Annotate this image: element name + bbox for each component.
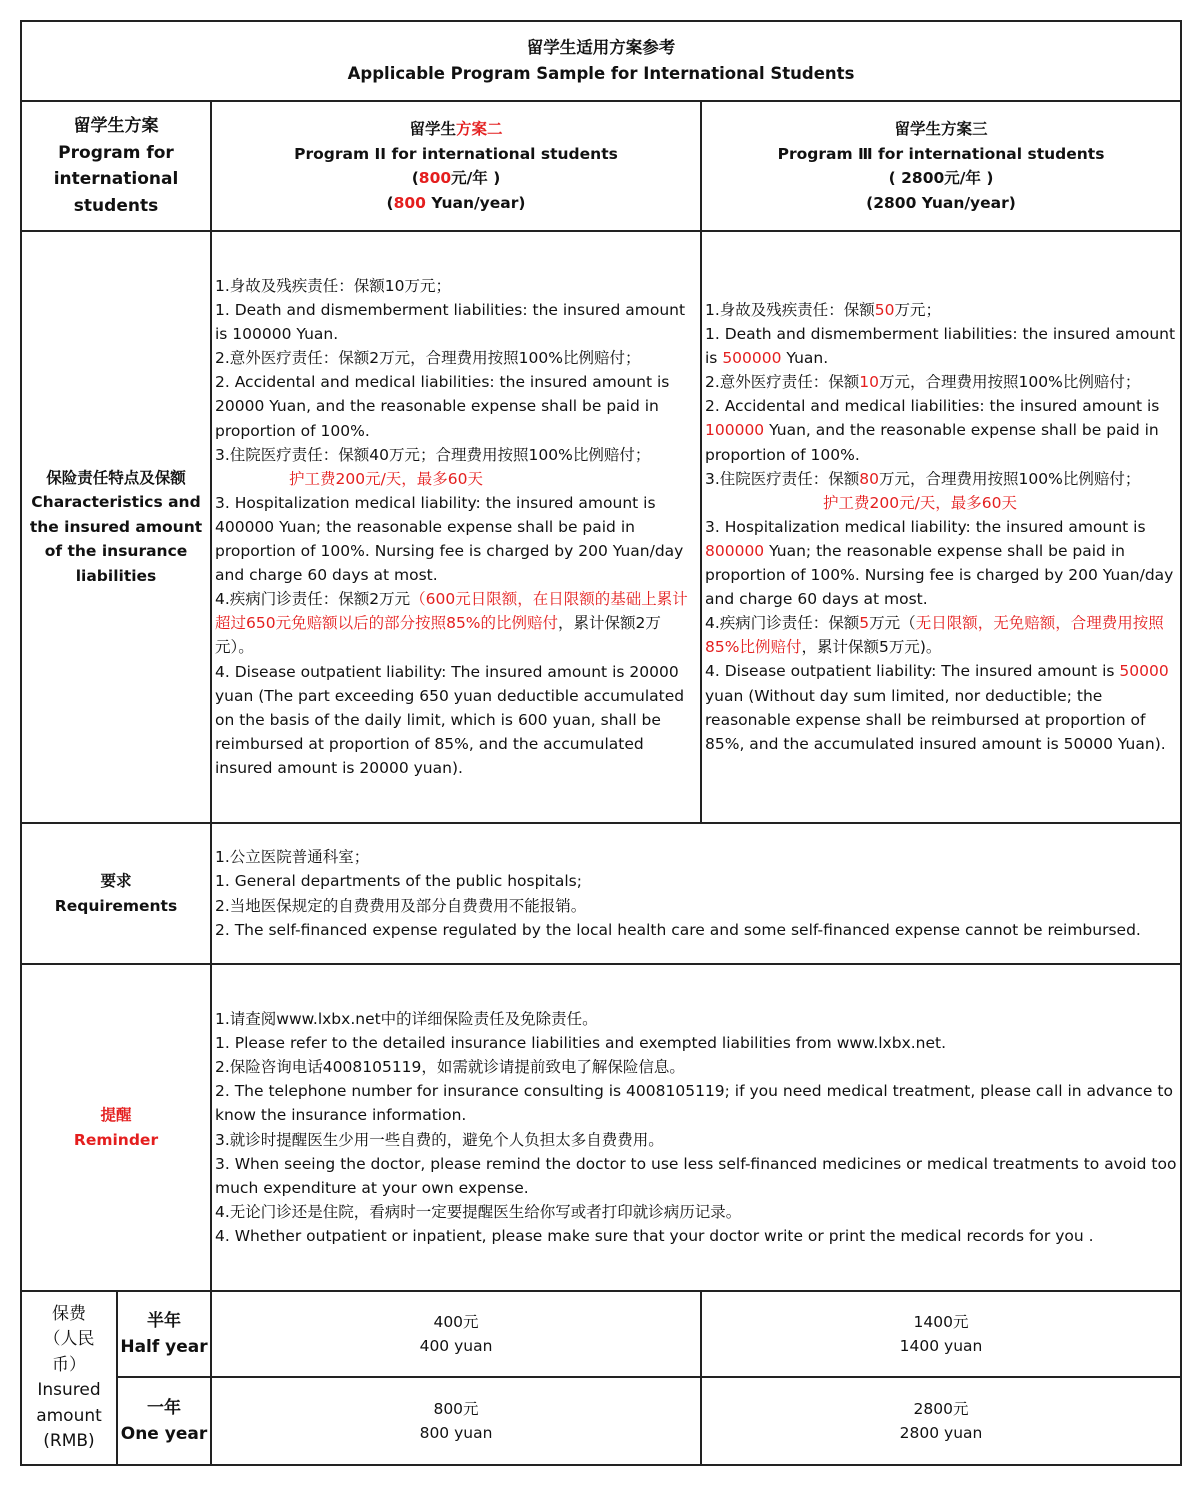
plan3-liability-4-zh <box>705 611 1178 659</box>
reminder-label <box>21 964 211 1291</box>
plan3-fee-one-year <box>701 1377 1181 1465</box>
reminder-line: 2.保险咨询电话4008105119，如需就诊请提前致电了解保险信息。 <box>215 1058 685 1077</box>
plan3-l3-en-a: 3. Hospitalization medical liability: the insured amount is <box>705 517 1146 536</box>
plan3-price-zh: ( 2800元/年 ) <box>888 169 994 187</box>
liabilities-label-en-1: Characteristics and <box>31 493 201 512</box>
fee-zh: 1400元 <box>913 1313 969 1331</box>
fee-label-en-1: Insured <box>37 1380 101 1400</box>
plan2-zh-prefix: 留学生 <box>409 120 456 138</box>
requirements-line: 1.公立医院普通科室； <box>215 848 370 867</box>
plan3-price-en: (2800 Yuan/year) <box>866 193 1016 212</box>
header-left-zh: 留学生方案 <box>73 116 159 136</box>
reminder-line: 4.无论门诊还是住院，看病时一定要提醒医生给你写或者打印就诊病历记录。 <box>215 1202 742 1221</box>
plan3-nursing-fee: 护工费200元/天，最多60天 <box>823 493 1018 512</box>
plan2-liability-4-en: 4. Disease outpatient liability: The insured amount is 20000 yuan (The part exceeding 650 yuan deductible accumulated on the basis of the daily limit, which is 600 yuan, shall be reimbursed at proportion of 85%, and the accumulated insured amount is 20000 yuan). <box>215 662 685 777</box>
requirements-row <box>21 823 1181 964</box>
plan3-l1-zh-a: 1.身故及残疾责任：保额 <box>705 301 875 319</box>
plan2-title-en: Program II for international students <box>294 144 618 163</box>
fee-period-one-year <box>117 1377 211 1465</box>
plan2-zh-highlight: 方案二 <box>456 120 503 138</box>
requirements-label <box>21 823 211 964</box>
liabilities-label-en-2: the insured amount <box>29 517 203 536</box>
fee-en: 2800 yuan <box>899 1424 983 1442</box>
plan3-l1-zh-b: 万元； <box>894 301 942 319</box>
fee-label-zh-1: 保费 <box>52 1303 86 1324</box>
plan3-liability-4-en <box>705 659 1178 755</box>
fee-label <box>21 1291 117 1465</box>
header-left-en-3: students <box>73 195 159 216</box>
plan3-l2-zh-b: 万元，合理费用按照100%比例赔付； <box>879 373 1141 392</box>
fee-zh: 2800元 <box>913 1400 969 1418</box>
plan2-l4-zh-b: ，累计保额2万元）。 <box>215 614 661 657</box>
reminder-line: 1.请查阅www.lxbx.net中的详细保险责任及免除责任。 <box>215 1010 598 1029</box>
liabilities-label-zh: 保险责任特点及保额 <box>46 468 186 487</box>
requirements-label-en: Requirements <box>54 896 178 915</box>
plan3-l1-zh-red: 50 <box>874 301 895 319</box>
plan2-price-en-unit: Yuan/year) <box>425 193 526 212</box>
plan3-liability-3-zh <box>705 467 1178 491</box>
liabilities-row <box>21 231 1181 823</box>
plan2-liability-3-zh: 3.住院医疗责任：保额40万元；合理费用按照100%比例赔付； <box>215 445 651 464</box>
fee-en: 1400 yuan <box>899 1337 983 1355</box>
plan2-l4-zh-red: （600元日限额，在日限额的基础上累计超过650元免赔额以后的部分按照85%的比例赔付 <box>215 590 688 633</box>
plan3-liability-3-en <box>705 515 1178 611</box>
header-program-label <box>21 101 211 231</box>
plan2-nursing-fee: 护工费200元/天，最多60天 <box>289 469 484 488</box>
fee-label-en-3: (RMB) <box>43 1431 95 1451</box>
header-row <box>21 101 1181 231</box>
program-comparison-table <box>20 20 1182 1466</box>
plan2-price-en-value: 800 <box>393 193 426 212</box>
fee-zh: 800元 <box>433 1400 479 1418</box>
plan3-l4-en-red: 50000 <box>1119 662 1169 681</box>
fee-label-en-2: amount <box>36 1405 102 1426</box>
plan3-title-en: Program Ⅲ for international students <box>777 144 1105 163</box>
plan2-price-zh-unit: 元/年 ) <box>451 169 501 187</box>
plan3-l3-zh-a: 3.住院医疗责任：保额 <box>705 469 860 488</box>
plan2-price-zh <box>212 166 700 191</box>
plan3-l3-zh-red: 80 <box>859 469 880 488</box>
plan3-l1-en-b: Yuan. <box>781 349 829 368</box>
reminder-line-link: 1. Please refer to the detailed insurance liabilities and exempted liabilities from www.lxbx.net. <box>215 1034 947 1053</box>
period-zh: 半年 <box>147 1311 181 1331</box>
table-title <box>21 21 1181 101</box>
plan2-price-en-open: ( <box>386 193 394 212</box>
plan3-l4-en-b: yuan (Without day sum limited, nor deductible; the reasonable expense shall be reimbursed at proportion of 85%, and the accumulated insured amount is 50000 Yuan). <box>705 686 1166 753</box>
reminder-line: 3.就诊时提醒医生少用一些自费的，避免个人负担太多自费费用。 <box>215 1130 664 1149</box>
plan2-fee-half-year <box>211 1291 701 1377</box>
fee-row-one-year <box>21 1377 1181 1465</box>
plan2-liability-2-en: 2. Accidental and medical liabilities: the insured amount is 20000 Yuan, and the reasonable expense shall be paid in proportion of 100%. <box>215 373 670 440</box>
plan2-price-en <box>212 191 700 216</box>
title-zh: 留学生适用方案参考 <box>526 38 676 57</box>
reminder-content <box>211 964 1181 1291</box>
plan3-l1-en-a: 1. Death and dismemberment liabilities: the insured amount is <box>705 325 1176 368</box>
plan2-l4-zh-a: 4.疾病门诊责任：保额2万元 <box>215 590 411 609</box>
period-en: Half year <box>120 1337 208 1357</box>
plan3-l2-en-a: 2. Accidental and medical liabilities: the insured amount is <box>705 397 1160 416</box>
plan3-l2-en-b: Yuan, and the reasonable expense shall be paid in proportion of 100%. <box>705 421 1159 464</box>
program-comparison-sheet <box>20 20 1180 1466</box>
reminder-line: 4. Whether outpatient or inpatient, please make sure that your doctor write or print the medical records for you . <box>215 1226 1094 1245</box>
plan3-l4-zh-b: 万元（ <box>869 614 916 633</box>
requirements-line: 2. The self-financed expense regulated by the local health care and some self-financed expense cannot be reimbursed. <box>215 920 1141 939</box>
header-left-en-2: international <box>53 169 179 189</box>
plan3-liability-1-en <box>705 322 1178 370</box>
plan2-liability-1-en: 1. Death and dismemberment liabilities: the insured amount is 100000 Yuan. <box>215 301 686 344</box>
plan3-liability-2-zh <box>705 370 1178 394</box>
fee-zh: 400元 <box>433 1313 479 1331</box>
plan3-l4-zh-c: ，累计保额5万元)。 <box>801 638 942 657</box>
liabilities-label <box>21 231 211 823</box>
period-en: One year <box>120 1424 208 1444</box>
plan3-title-zh: 留学生方案三 <box>894 120 988 138</box>
plan3-l2-zh-a: 2.意外医疗责任：保额 <box>705 373 860 392</box>
plan3-l4-en-a: 4. Disease outpatient liability: The insured amount is <box>705 662 1120 681</box>
reminder-line: 2. The telephone number for insurance consulting is 4008105119; if you need medical treatment, please call in advance to know the insurance information. <box>215 1082 1173 1125</box>
plan3-l4-zh-red2: 无日限额，无免赔额，合理费用按照85%比例赔付 <box>705 614 1164 657</box>
requirements-content <box>211 823 1181 964</box>
liabilities-label-en-3: of the insurance <box>44 542 188 561</box>
plan2-liabilities <box>211 231 701 823</box>
reminder-row <box>21 964 1181 1291</box>
title-row <box>21 21 1181 101</box>
plan2-liability-1-zh: 1.身故及残疾责任：保额10万元； <box>215 277 452 295</box>
fee-en: 800 yuan <box>419 1424 493 1442</box>
plan3-liability-1-zh <box>705 298 1178 322</box>
period-zh: 一年 <box>147 1398 181 1418</box>
plan3-l1-en-red: 500000 <box>722 349 782 368</box>
plan3-l2-zh-red: 10 <box>859 373 880 392</box>
plan2-liability-4-zh <box>215 587 698 659</box>
header-plan2 <box>211 101 701 231</box>
fee-label-zh-2: （人民 <box>43 1329 95 1349</box>
plan3-liabilities <box>701 231 1181 823</box>
plan2-price-zh-open: ( <box>411 169 419 187</box>
plan2-fee-one-year <box>211 1377 701 1465</box>
plan2-liability-3-en: 3. Hospitalization medical liability: the insured amount is 400000 Yuan; the reasonable expense shall be paid in proportion of 100%. Nursing fee is charged by 200 Yuan/day and charge 60 days at most. <box>215 493 684 585</box>
plan3-l3-en-b: Yuan; the reasonable expense shall be paid in proportion of 100%. Nursing fee is charged by 200 Yuan/day and charge 60 days at most. <box>705 541 1174 609</box>
plan3-liability-2-en <box>705 394 1178 466</box>
liabilities-label-en-4: liabilities <box>75 566 157 585</box>
plan3-l2-en-red: 100000 <box>705 421 765 440</box>
requirements-line: 2.当地医保规定的自费费用及部分自费费用不能报销。 <box>215 896 587 915</box>
plan2-liability-2-zh: 2.意外医疗责任：保额2万元，合理费用按照100%比例赔付； <box>215 349 641 368</box>
plan3-l3-zh-b: 万元，合理费用按照100%比例赔付； <box>879 469 1141 488</box>
fee-en: 400 yuan <box>419 1337 493 1355</box>
title-en: Applicable Program Sample for International Students <box>347 64 855 83</box>
plan3-fee-half-year <box>701 1291 1181 1377</box>
requirements-line: 1. General departments of the public hospitals; <box>215 872 582 891</box>
reminder-label-zh: 提醒 <box>100 1106 132 1124</box>
fee-label-zh-3: 币） <box>52 1354 86 1375</box>
header-left-en-1: Program for <box>58 142 174 163</box>
plan3-l4-zh-red1: 5 <box>859 614 870 633</box>
fee-row-half-year <box>21 1291 1181 1377</box>
reminder-label-en: Reminder <box>73 1130 159 1149</box>
reminder-line: 3. When seeing the doctor, please remind the doctor to use less self-financed medicines or medical treatments to avoid too much expenditure at your own expense. <box>215 1154 1177 1197</box>
fee-period-half-year <box>117 1291 211 1377</box>
header-plan3 <box>701 101 1181 231</box>
requirements-label-zh: 要求 <box>100 872 132 890</box>
plan2-title-zh <box>212 117 700 142</box>
plan3-l3-en-red: 800000 <box>705 541 765 560</box>
plan3-l4-zh-a: 4.疾病门诊责任：保额 <box>705 614 860 633</box>
plan2-price-zh-value: 800 <box>418 169 452 187</box>
